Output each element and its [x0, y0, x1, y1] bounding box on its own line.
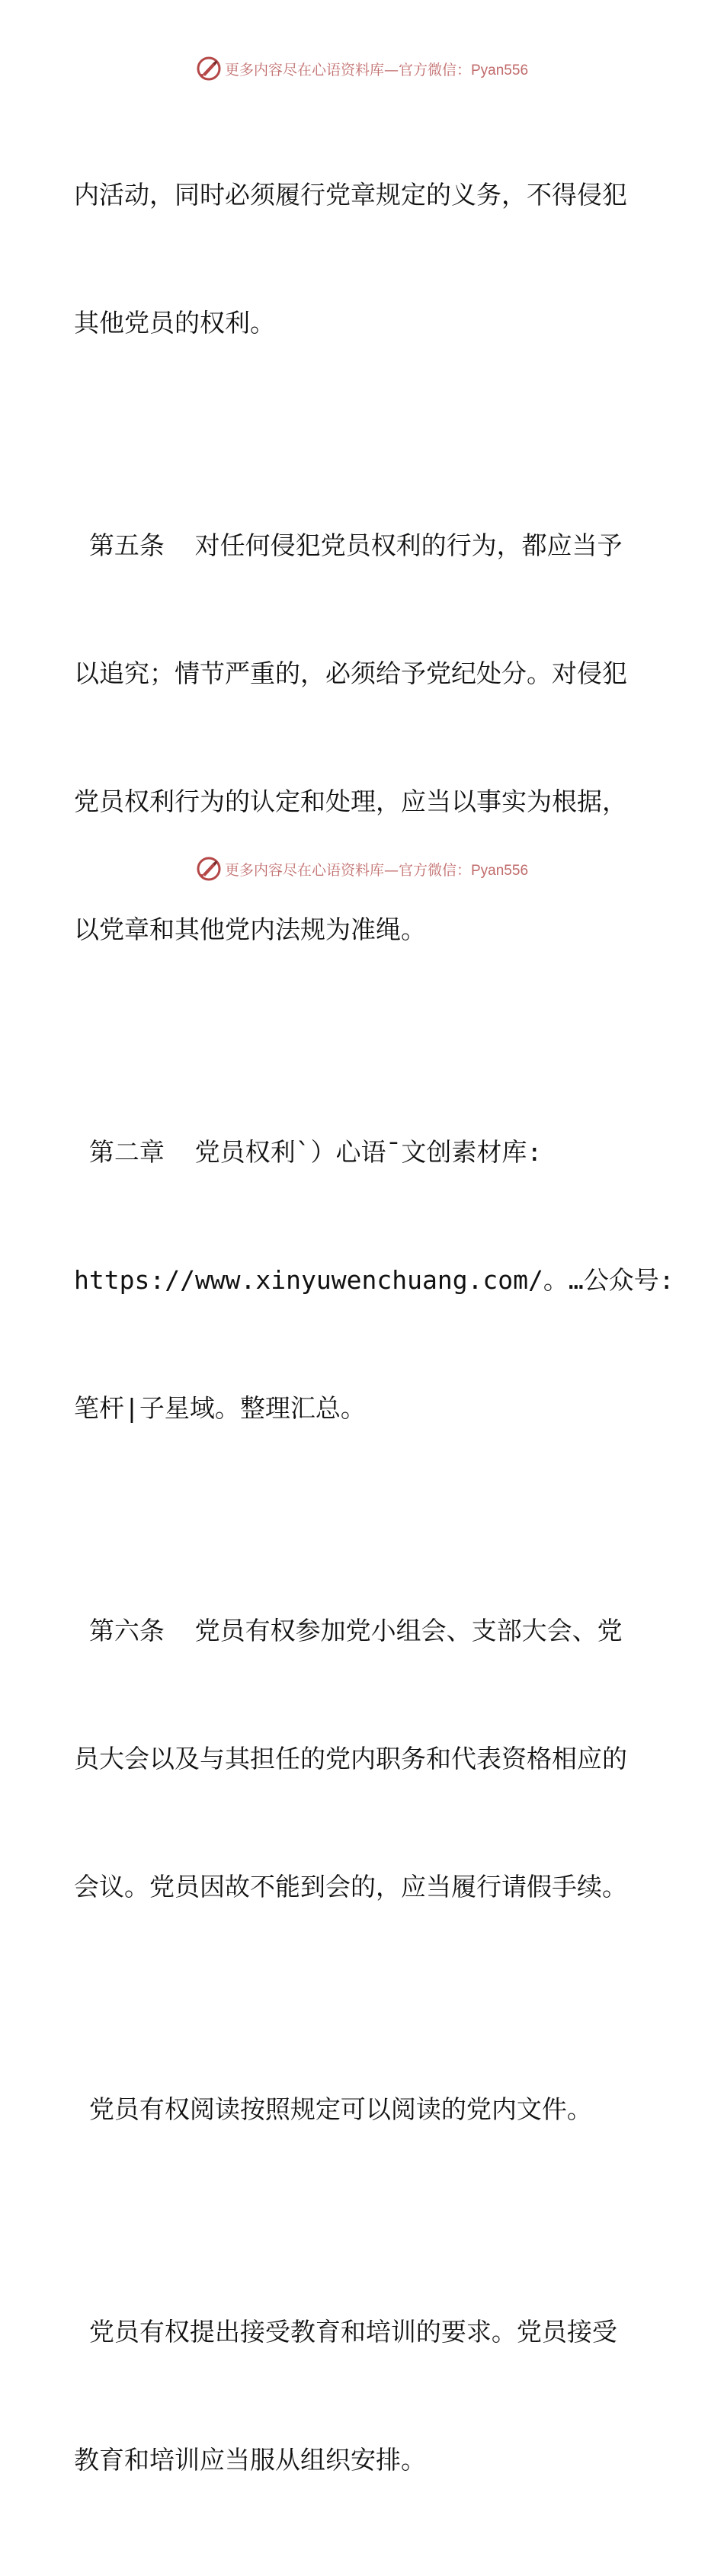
header-banner: [0, 53, 724, 84]
header-wechat-label: 官方微信：: [398, 61, 471, 78]
header-banner-content: [196, 56, 528, 82]
footer-banner-separator: —: [383, 861, 399, 879]
paragraph-read-documents: [74, 2003, 661, 2216]
paragraph-line: 其他党员的权利。: [74, 308, 275, 338]
header-wechat-id: Pyan556: [471, 62, 529, 78]
paragraph-line: 教育和培训应当服从组织安排。: [74, 2445, 426, 2475]
paragraph-line: 员大会以及与其担任的党内职务和代表资格相应的: [74, 1744, 627, 1773]
header-banner-separator: —: [383, 61, 399, 78]
paragraph-line: 党员权利行为的认定和处理，应当以事实为根据，: [74, 787, 627, 816]
header-banner-title: 更多内容尽在心语资料库: [224, 61, 384, 78]
paragraph-line: 第五条 对任何侵犯党员权利的行为，都应当予: [74, 530, 623, 560]
paragraph-article-5: [74, 439, 661, 1036]
footer-banner-text: [225, 859, 528, 879]
header-banner-text: [225, 59, 528, 79]
pen-logo-icon: [196, 56, 222, 82]
document-body: [74, 88, 674, 2576]
paragraph-line: 党员有权阅读按照规定可以阅读的党内文件。: [74, 2094, 592, 2124]
footer-banner-title: 更多内容尽在心语资料库: [224, 861, 384, 879]
paragraph-1: [74, 88, 661, 430]
footer-banner-content: [196, 856, 528, 882]
paragraph-line: 党员有权提出接受教育和培训的要求。党员接受: [74, 2317, 617, 2347]
paragraph-line: https://www.xinyuwenchuang.com/。…公众号:: [74, 1265, 674, 1295]
paragraph-line: 内活动，同时必须履行党章规定的义务，不得侵犯: [74, 180, 627, 210]
paragraph-article-6: [74, 1524, 661, 1994]
paragraph-line: 笔杆|子星域。整理汇总。: [74, 1393, 366, 1423]
paragraph-line: 以党章和其他党内法规为准绳。: [74, 915, 426, 944]
footer-banner: [0, 854, 724, 884]
paragraph-line: 以追究；情节严重的，必须给予党纪处分。对侵犯: [74, 658, 627, 688]
paragraph-line: 会议。党员因故不能到会的，应当履行请假手续。: [74, 1872, 627, 1902]
pen-logo-icon: [196, 856, 222, 882]
footer-wechat-label: 官方微信：: [398, 861, 471, 879]
footer-wechat-id: Pyan556: [471, 862, 529, 879]
paragraph-line: 第二章 党员权利`）心语¯文创素材库:: [74, 1137, 543, 1167]
paragraph-chapter-2: [74, 1046, 674, 1515]
paragraph-line: 第六条 党员有权参加党小组会、支部大会、党: [74, 1616, 623, 1645]
paragraph-education: [74, 2225, 661, 2567]
